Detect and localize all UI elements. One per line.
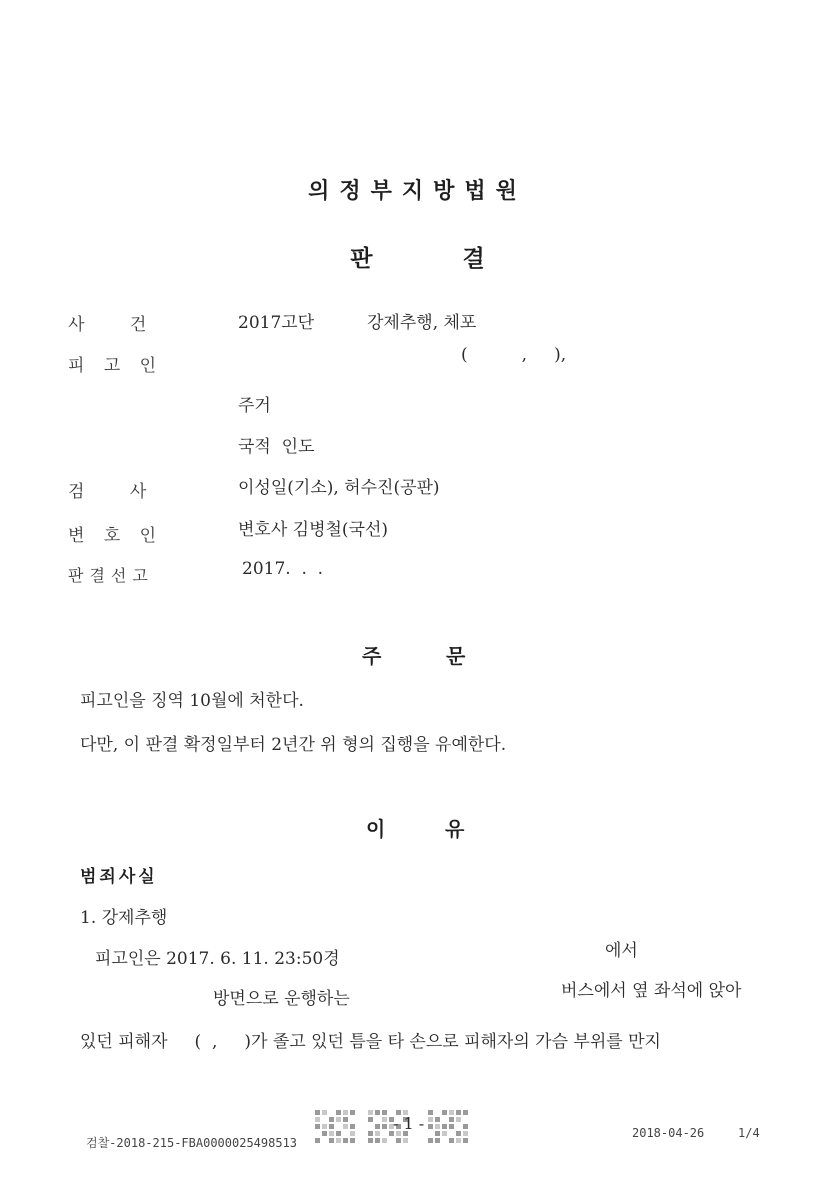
security-pattern-right [428,1110,468,1143]
court-name: 의정부지방법원 [308,179,527,204]
case-charge: 강제추행, 체포 [367,313,477,333]
footer-doc-id: 검찰-2018-215-FBA0000025498513 [86,1136,298,1150]
case-number: 2017고단 [238,313,315,333]
document-type-right: 결 [462,246,485,272]
facts-line-2a: 방면으로 운행하는 [213,989,350,1009]
nationality: 국적 인도 [238,437,315,457]
order-line-1: 피고인을 징역 10월에 처한다. [80,691,304,711]
prosecutor-value: 이성일(기소), 허수진(공판) [238,478,440,498]
facts-line-2b: 버스에서 옆 좌석에 앉아 [561,981,742,1001]
footer-page-count: 1/4 [738,1126,760,1140]
security-pattern-left [315,1110,355,1143]
item-1-title: 1. 강제추행 [80,908,168,928]
document-type-left: 판 [350,246,373,272]
sentence-date-label: 판결선고 [68,566,154,585]
facts-heading: 범죄사실 [80,867,158,887]
document-type [0,240,835,273]
prosecutor-label: 검 사 [68,482,147,502]
residence-label: 주거 [238,396,271,416]
order-heading-right: 문 [446,644,466,668]
facts-line-3: 있던 피해자 ( , )가 졸고 있던 틈을 타 손으로 피해자의 가슴 부위를 만지 [80,1032,661,1052]
defendant-label: 피 고 인 [68,356,157,376]
facts-line-1a: 피고인은 2017. 6. 11. 23:50경 [95,949,340,969]
counsel-value: 변호사 김병철(국선) [238,520,389,540]
order-line-2: 다만, 이 판결 확정일부터 2년간 위 형의 집행을 유예한다. [80,735,507,755]
reasons-heading-right: 유 [445,817,465,841]
footer-date: 2018-04-26 [632,1126,705,1140]
order-heading-left: 주 [362,644,382,668]
defendant-value: ( , ), [461,345,567,365]
counsel-label: 변 호 인 [68,526,157,546]
facts-line-1b: 에서 [605,941,638,961]
case-label: 사 건 [68,315,147,335]
reasons-heading-left: 이 [366,817,386,841]
page-marker: - 1 - [393,1114,425,1133]
sentence-date-value: 2017. . . [242,559,324,579]
